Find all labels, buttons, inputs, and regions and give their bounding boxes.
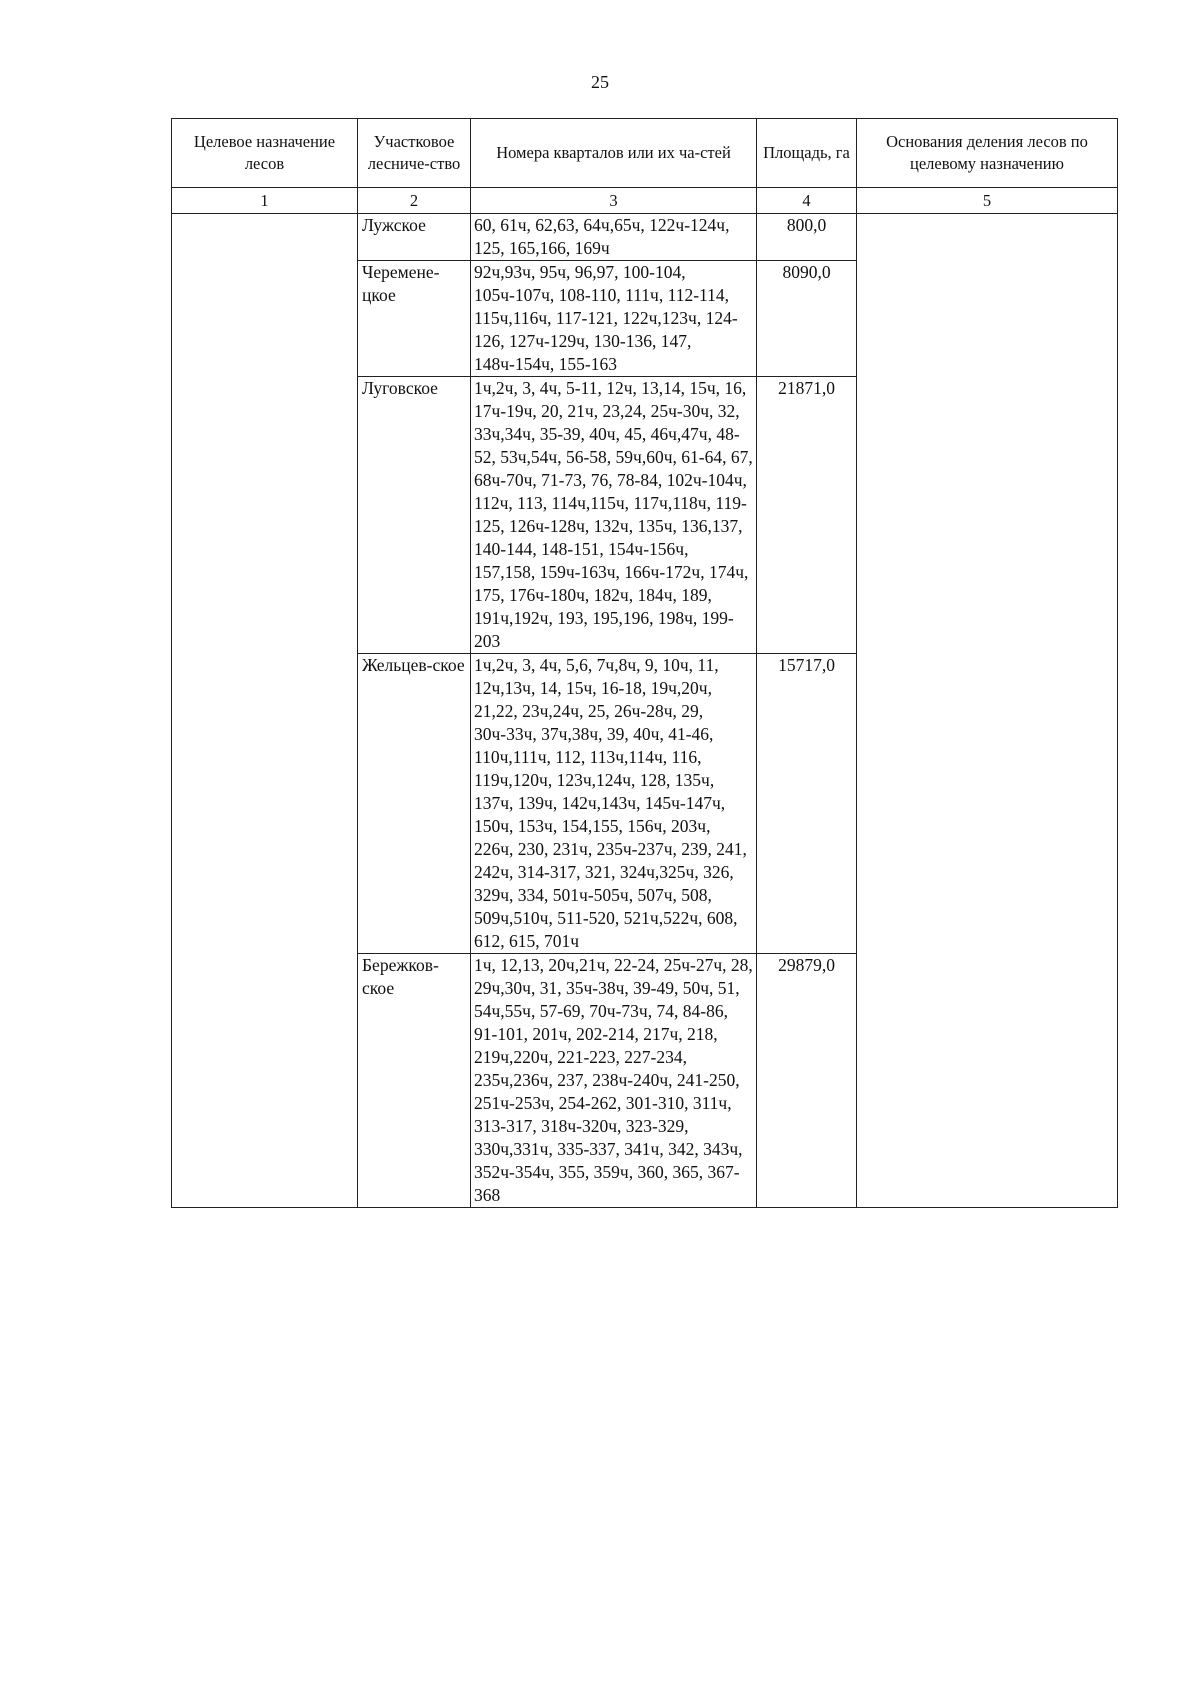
blocks-cell: 1ч, 12,13, 20ч,21ч, 22-24, 25ч-27ч, 28, 29ч,30ч, 31, 35ч-38ч, 39-49, 50ч, 51, 54ч,55ч, 57-69, 70ч-73ч, 74, 84-86, 91-101, 201ч, 202-214, 217ч, 218, 219ч,220ч, 221-223, 227-234, 235ч,236ч, 237, 238ч-240ч, 241-250, 251ч-253ч, 254-262, 301-310, 311ч, 313-317, 318ч-320ч, 323-329, 330ч,331ч, 335-337, 341ч, 342, 343ч, 352ч-354ч, 355, 359ч, 360, 365, 367-368	[471, 954, 757, 1208]
header-block-numbers: Номера кварталов или их ча-стей	[471, 119, 757, 188]
page-number: 25	[591, 72, 609, 92]
blocks-cell: 60, 61ч, 62,63, 64ч,65ч, 122ч-124ч, 125, 165,166, 169ч	[471, 214, 757, 261]
area-cell: 21871,0	[757, 377, 857, 654]
district-cell: Лужское	[358, 214, 471, 261]
blocks-cell: 1ч,2ч, 3, 4ч, 5,6, 7ч,8ч, 9, 10ч, 11, 12ч,13ч, 14, 15ч, 16-18, 19ч,20ч, 21,22, 23ч,24ч, 25, 26ч-28ч, 29, 30ч-33ч, 37ч,38ч, 39, 40ч, 41-46, 110ч,111ч, 112, 113ч,114ч, 116, 119ч,120ч, 123ч,124ч, 128, 135ч, 137ч, 139ч, 142ч,143ч, 145ч-147ч, 150ч, 153ч, 154,155, 156ч, 203ч, 226ч, 230, 231ч, 235ч-237ч, 239, 241, 242ч, 314-317, 321, 324ч,325ч, 326, 329ч, 334, 501ч-505ч, 507ч, 508, 509ч,510ч, 511-520, 521ч,522ч, 608, 612, 615, 701ч	[471, 654, 757, 954]
district-cell: Бережков-ское	[358, 954, 471, 1208]
area-cell: 15717,0	[757, 654, 857, 954]
header-forest-purpose: Целевое назначение лесов	[172, 119, 358, 188]
column-number: 5	[857, 188, 1118, 214]
table-header-row	[172, 119, 1118, 188]
column-number: 1	[172, 188, 358, 214]
district-cell: Луговское	[358, 377, 471, 654]
forest-purpose-cell	[172, 214, 358, 1208]
header-division-basis: Основания деления лесов по целевому назначению	[857, 119, 1118, 188]
header-area: Площадь, га	[757, 119, 857, 188]
division-basis-cell	[857, 214, 1118, 1208]
column-number: 2	[358, 188, 471, 214]
district-cell: Жельцев-ское	[358, 654, 471, 954]
column-number: 3	[471, 188, 757, 214]
district-cell: Черемене-цкое	[358, 261, 471, 377]
table-row	[172, 214, 1118, 261]
column-number-row	[172, 188, 1118, 214]
column-number: 4	[757, 188, 857, 214]
area-cell: 8090,0	[757, 261, 857, 377]
header-forestry-district: Участковое лесниче-ство	[358, 119, 471, 188]
area-cell: 29879,0	[757, 954, 857, 1208]
blocks-cell: 92ч,93ч, 95ч, 96,97, 100-104, 105ч-107ч, 108-110, 111ч, 112-114, 115ч,116ч, 117-121, 122ч,123ч, 124-126, 127ч-129ч, 130-136, 147, 148ч-154ч, 155-163	[471, 261, 757, 377]
area-cell: 800,0	[757, 214, 857, 261]
blocks-cell: 1ч,2ч, 3, 4ч, 5-11, 12ч, 13,14, 15ч, 16, 17ч-19ч, 20, 21ч, 23,24, 25ч-30ч, 32, 33ч,34ч, 35-39, 40ч, 45, 46ч,47ч, 48-52, 53ч,54ч, 56-58, 59ч,60ч, 61-64, 67, 68ч-70ч, 71-73, 76, 78-84, 102ч-104ч, 112ч, 113, 114ч,115ч, 117ч,118ч, 119-125, 126ч-128ч, 132ч, 135ч, 136,137, 140-144, 148-151, 154ч-156ч, 157,158, 159ч-163ч, 166ч-172ч, 174ч, 175, 176ч-180ч, 182ч, 184ч, 189, 191ч,192ч, 193, 195,196, 198ч, 199-203	[471, 377, 757, 654]
forest-division-table	[171, 118, 1118, 1208]
